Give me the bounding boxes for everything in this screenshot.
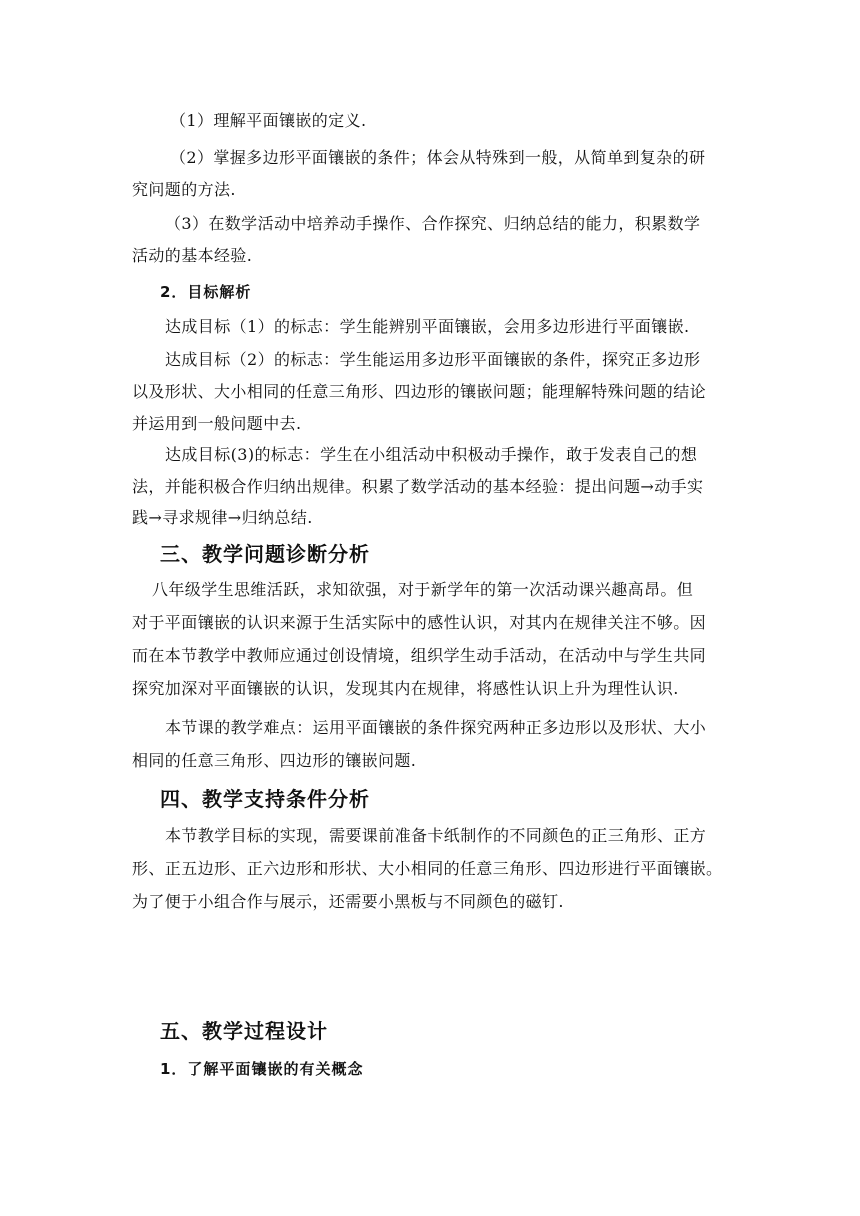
analysis-p3-line-3: 践→寻求规律→归纳总结. [132,508,313,527]
section-3-p2-line-2: 相同的任意三角形、四边形的镶嵌问题. [132,751,417,770]
section-5-sub-1: 1．了解平面镶嵌的有关概念 [160,1060,364,1078]
section-3-p1-line-1: 八年级学生思维活跃，求知欲强，对于新学年的第一次活动课兴趣高昂。但 [152,580,694,599]
analysis-p2-line-1: 达成目标（2）的标志：学生能运用多边形平面镶嵌的条件，探究正多边形 [165,350,701,369]
goal-item-2-line-1: （2）掌握多边形平面镶嵌的条件；体会从特殊到一般，从简单到复杂的研 [170,148,706,167]
section-5-heading: 五、教学过程设计 [160,1019,328,1043]
section-3-heading: 三、教学问题诊断分析 [160,542,370,566]
analysis-p2-line-2: 以及形状、大小相同的任意三角形、四边形的镶嵌问题；能理解特殊问题的结论 [132,382,707,401]
section-4-heading: 四、教学支持条件分析 [160,787,370,811]
section-3-p1-line-4: 探究加深对平面镶嵌的认识，发现其内在规律，将感性认识上升为理性认识. [132,679,679,698]
section-3-p1-line-2: 对于平面镶嵌的认识来源于生活实际中的感性认识，对其内在规律关注不够。因 [132,613,707,632]
section-4-p1-line-1: 本节教学目标的实现，需要课前准备卡纸制作的不同颜色的正三角形、正方 [165,826,707,845]
goal-item-3-line-2: 活动的基本经验. [132,246,253,265]
analysis-p3-line-1: 达成目标(3)的标志：学生在小组活动中积极动手操作，敢于发表自己的想 [165,445,698,464]
section-3-p1-line-3: 而在本节教学中教师应通过创设情境，组织学生动手活动，在活动中与学生共同 [132,646,707,665]
section-4-p1-line-2: 形、正五边形、正六边形和形状、大小相同的任意三角形、四边形进行平面镶嵌。 [132,859,723,878]
analysis-p2-line-3: 并运用到一般问题中去. [132,414,302,433]
analysis-p1: 达成目标（1）的标志：学生能辨别平面镶嵌，会用多边形进行平面镶嵌. [165,317,690,336]
goal-item-1: （1）理解平面镶嵌的定义. [170,111,367,130]
section-3-p2-line-1: 本节课的教学难点：运用平面镶嵌的条件探究两种正多边形以及形状、大小 [165,718,707,737]
goal-item-3-line-1: （3）在数学活动中培养动手操作、合作探究、归纳总结的能力，积累数学 [165,214,701,233]
analysis-p3-line-2: 法，并能积极合作归纳出规律。积累了数学活动的基本经验：提出问题→动手实 [132,477,704,496]
goal-analysis-heading: 2．目标解析 [160,283,252,301]
section-4-p1-line-3: 为了便于小组合作与展示，还需要小黑板与不同颜色的磁钉. [132,892,564,911]
goal-item-2-line-2: 究问题的方法. [132,180,236,199]
